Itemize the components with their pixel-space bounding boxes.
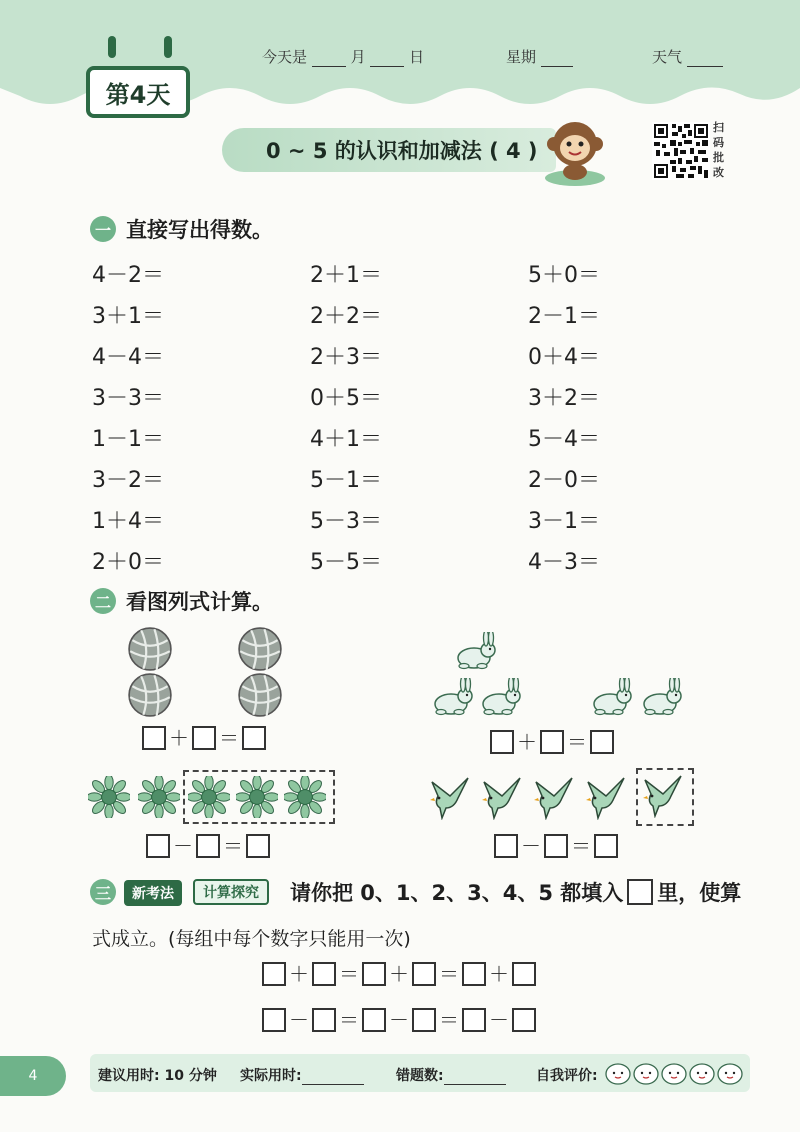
flower-icon — [88, 776, 130, 818]
answer-box[interactable] — [544, 834, 568, 858]
rabbit-icon — [636, 678, 684, 718]
new-method-tag: 新考法 — [124, 880, 182, 906]
section-number-1: 一 — [90, 216, 116, 242]
answer-box[interactable] — [490, 730, 514, 754]
ball-icon — [238, 673, 282, 717]
equation[interactable]: 3－1＝ — [528, 509, 600, 534]
actual-time-label: 实际用时: — [240, 1068, 302, 1084]
answer-box[interactable] — [512, 962, 536, 986]
ball-addition-answer — [142, 726, 266, 750]
answer-box[interactable] — [590, 730, 614, 754]
equation[interactable]: 5－4＝ — [528, 427, 600, 452]
minus-sign: － — [521, 834, 541, 858]
section-number-2: 二 — [90, 588, 116, 614]
equation[interactable]: 1－1＝ — [92, 427, 164, 452]
answer-box[interactable] — [312, 1008, 336, 1032]
equals-sign: ＝ — [571, 834, 591, 858]
equals-sign: ＝ — [223, 834, 243, 858]
answer-box[interactable] — [462, 1008, 486, 1032]
equation[interactable]: 4－4＝ — [92, 345, 164, 370]
flower-icon — [138, 776, 180, 818]
equation[interactable]: 2－0＝ — [528, 468, 600, 493]
minus-sign: － — [389, 1008, 409, 1032]
calendar-ring-icon — [164, 36, 172, 58]
equation-column-1 — [92, 258, 164, 586]
equals-sign: ＝ — [339, 1008, 359, 1032]
addition-chain — [262, 962, 536, 986]
equation[interactable]: 0＋4＝ — [528, 345, 600, 370]
rabbit-icon — [427, 678, 475, 718]
flower-icon — [236, 776, 278, 818]
answer-box[interactable] — [142, 726, 166, 750]
bird-icon — [480, 774, 524, 820]
actual-time-blank[interactable] — [302, 1072, 364, 1085]
equation[interactable]: 3－3＝ — [92, 386, 164, 411]
actual-time-field — [240, 1065, 364, 1085]
flower-subtraction-answer — [146, 834, 270, 858]
ball-icon — [128, 627, 172, 671]
answer-box[interactable] — [192, 726, 216, 750]
equation[interactable]: 2＋2＝ — [310, 304, 382, 329]
page-number: 4 — [0, 1056, 66, 1096]
equation[interactable]: 3－2＝ — [92, 468, 164, 493]
plus-sign: ＋ — [517, 730, 537, 754]
answer-box[interactable] — [146, 834, 170, 858]
answer-box[interactable] — [362, 1008, 386, 1032]
answer-box[interactable] — [594, 834, 618, 858]
rabbit-icon — [586, 678, 634, 718]
minus-sign: － — [173, 834, 193, 858]
bird-subtraction-answer — [494, 834, 618, 858]
plus-sign: ＋ — [389, 962, 409, 986]
equation-column-3 — [528, 258, 600, 586]
equation[interactable]: 3＋1＝ — [92, 304, 164, 329]
rabbit-addition-answer — [490, 730, 614, 754]
subtraction-chain — [262, 1008, 536, 1032]
errors-blank[interactable] — [444, 1072, 506, 1085]
example-box — [627, 879, 653, 905]
section-3-text: 请你把 0、1、2、3、4、5 都填入 — [290, 881, 624, 905]
explore-tag: 计算探究 — [193, 879, 269, 905]
section-3-heading — [290, 877, 741, 907]
calendar-ring-icon — [108, 36, 116, 58]
equals-sign: ＝ — [439, 962, 459, 986]
equation[interactable]: 4－3＝ — [528, 550, 600, 575]
flower-icon — [188, 776, 230, 818]
section-2-heading: 看图列式计算。 — [126, 590, 273, 614]
plus-sign: ＋ — [489, 962, 509, 986]
section-1-heading: 直接写出得数。 — [126, 218, 273, 242]
answer-box[interactable] — [462, 962, 486, 986]
self-evaluation: 自我评价: — [536, 1068, 598, 1084]
answer-box[interactable] — [512, 1008, 536, 1032]
errors-label: 错题数: — [396, 1068, 444, 1084]
answer-box[interactable] — [494, 834, 518, 858]
equation[interactable]: 1＋4＝ — [92, 509, 164, 534]
qr-caption: 扫码批改 — [713, 121, 724, 179]
flower-icon — [284, 776, 326, 818]
section-3-instruction: 式成立。(每组中每个数字只能用一次) — [92, 928, 411, 950]
equation[interactable]: 4－2＝ — [92, 263, 164, 288]
weekday-field: 星期 — [506, 46, 573, 67]
monkey-mascot-icon — [540, 112, 610, 188]
equals-sign: ＝ — [219, 726, 239, 750]
errors-field — [396, 1065, 506, 1085]
minus-sign: － — [289, 1008, 309, 1032]
section-number-3: 三 — [90, 879, 116, 905]
answer-box[interactable] — [246, 834, 270, 858]
rabbit-icon — [475, 678, 523, 718]
bird-icon — [532, 774, 576, 820]
equation[interactable]: 2＋3＝ — [310, 345, 382, 370]
qr-code-icon[interactable] — [652, 122, 710, 180]
answer-box[interactable] — [540, 730, 564, 754]
equation[interactable]: 5＋0＝ — [528, 263, 600, 288]
weather-field: 天气 — [652, 46, 723, 67]
answer-box[interactable] — [262, 962, 286, 986]
equation[interactable]: 2－1＝ — [528, 304, 600, 329]
equation[interactable]: 5－1＝ — [310, 468, 382, 493]
suggested-time: 建议用时: 10 分钟 — [98, 1068, 217, 1084]
equation[interactable]: 2＋0＝ — [92, 550, 164, 575]
section-3-text-end: 里，使算 — [657, 881, 742, 905]
equation[interactable]: 3＋2＝ — [528, 386, 600, 411]
ball-icon — [128, 673, 172, 717]
date-field: 今天是 月 日 — [262, 48, 425, 66]
answer-box[interactable] — [242, 726, 266, 750]
page-title: 0 ~ 5 的认识和加减法 ( 4 ) — [222, 128, 556, 172]
ball-icon — [238, 627, 282, 671]
equation[interactable]: 5－5＝ — [310, 550, 382, 575]
equals-sign: ＝ — [567, 730, 587, 754]
bird-icon — [428, 774, 472, 820]
rating-faces-icon[interactable] — [604, 1060, 744, 1086]
rabbit-icon — [450, 632, 498, 672]
equation[interactable]: 5－3＝ — [310, 509, 382, 534]
equals-sign: ＝ — [339, 962, 359, 986]
equation-column-2 — [310, 258, 382, 586]
answer-box[interactable] — [412, 962, 436, 986]
answer-box[interactable] — [362, 962, 386, 986]
plus-sign: ＋ — [169, 726, 189, 750]
equals-sign: ＝ — [439, 1008, 459, 1032]
answer-box[interactable] — [196, 834, 220, 858]
bird-icon — [641, 772, 685, 818]
bird-icon — [584, 774, 628, 820]
equation[interactable]: 0＋5＝ — [310, 386, 382, 411]
plus-sign: ＋ — [289, 962, 309, 986]
equation[interactable]: 4＋1＝ — [310, 427, 382, 452]
answer-box[interactable] — [312, 962, 336, 986]
answer-box[interactable] — [412, 1008, 436, 1032]
minus-sign: － — [489, 1008, 509, 1032]
day-badge: 第4天 — [86, 66, 190, 118]
answer-box[interactable] — [262, 1008, 286, 1032]
equation[interactable]: 2＋1＝ — [310, 263, 382, 288]
